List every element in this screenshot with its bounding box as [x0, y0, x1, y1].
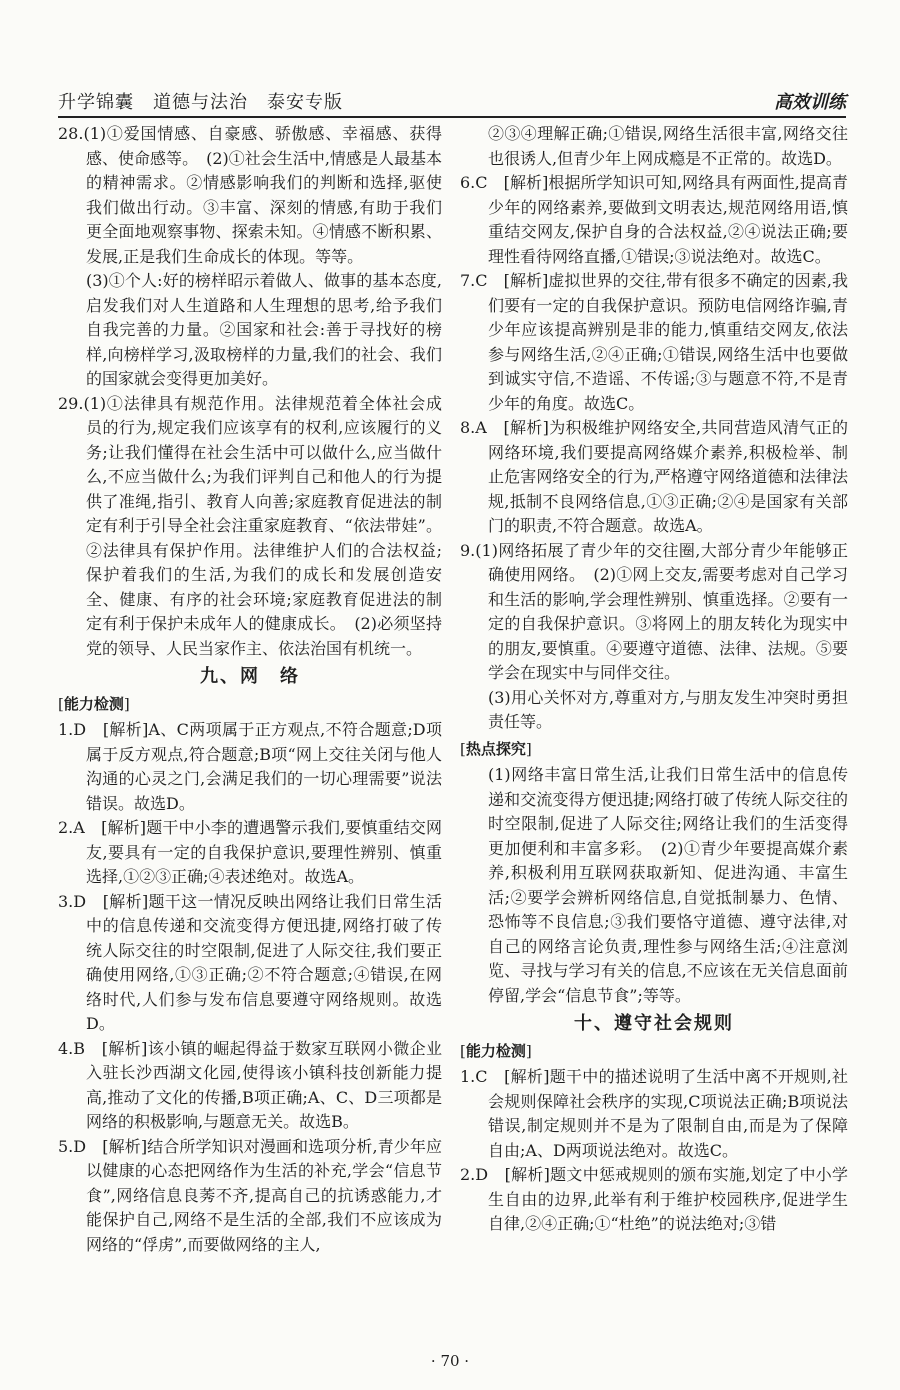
header-book-title: 升学锦囊 道德与法治 泰安专版 — [58, 92, 343, 113]
header-section-label: 高效训练 — [774, 92, 846, 113]
answer-5: 5.D [解析]结合所学知识对漫画和选项分析,青少年应以健康的心态把网络作为生活的补充,学会“信息节食”,网络信息良莠不齐,提高自己的抗诱惑能力,才能保护自己,网络不是生活的全部,我们不应该成为网络的“俘虏”,而要做网络的主人, — [58, 1136, 442, 1254]
answer-1: 1.D [解析]A、C两项属于正方观点,不符合题意;D项属于反方观点,符合题意;B项“网上交往关闭与他人沟通的心灵之门,会满足我们的一切心理需要”说法错误。故选D。 — [58, 720, 442, 813]
left-column — [58, 122, 442, 1257]
hot-topic-label: 热点探究 — [465, 739, 526, 758]
ability-label: 能力检测 — [63, 694, 124, 713]
answer-4: 4.B [解析]该小镇的崛起得益于数家互联网小微企业入驻长沙西湖文化园,使得该小镇科技创新能力提高,推动了文化的传播,B项正确;A、C、D三项都是网络的积极影响,与题意无关。故选B。 — [58, 1038, 442, 1131]
answer-29: 29.(1)①法律具有规范作用。法律规范着全体社会成员的行为,规定我们应该享有的权利,应该履行的义务;让我们懂得在社会生活中可以做什么,应当做什么,不应当做什么;为我们评判自己和他人的行为提供了准绳,指引、教育人向善;家庭教育促进法的制定有利于引导全社会注重家庭教育、“依法带娃”。②法律具有保护作用。法律维护人们的合法权益;保护着我们的生活,为我们的成长和发展创造安全、健康、有序的社会环境;家庭教育促进法的制定有利于保护未成年人的健康成长。 (2)必须坚持党的领导、人民当家作主、依法治国有机统一。 — [58, 393, 442, 658]
section-title-social-rules: 十、遵守社会规则 — [574, 1013, 734, 1034]
answer-3: 3.D [解析]题干这一情况反映出网络让我们日常生活中的信息传递和交流变得方便迅捷,网络打破了传统人际交往的时空限制,促进了人际交往,我们要正确使用网络,①③正确;②不符合题意;④错误,在网络时代,人们参与发布信息要遵守网络规则。故选D。 — [58, 891, 442, 1033]
answer-5-continued: ②③④理解正确;①错误,网络生活很丰富,网络交往也很诱人,但青少年上网成瘾是不正常的。故选D。 — [488, 124, 848, 168]
answer-28-part3: (3)①个人:好的榜样昭示着做人、做事的基本态度,启发我们对人生道路和人生理想的思考,给予我们自我完善的力量。②国家和社会:善于寻找好的榜样,向榜样学习,汲取榜样的力量,我们的社会、我们的国家就会变得更加美好。 — [86, 271, 442, 388]
answer-28-part1: 28.(1)①爱国情感、自豪感、骄傲感、幸福感、获得感、使命感等。 (2)①社会生活中,情感是人最基本的精神需求。②情感影响我们的判断和选择,驱使我们做出行动。③丰富、深刻的情感,有助于我们更全面地观察事物、探索未知。④情感不断积累、发展,正是我们生命成长的体现。等等。 — [58, 124, 442, 266]
right-column — [460, 122, 848, 1237]
rules-answer-2: 2.D [解析]题文中惩戒规则的颁布实施,划定了中小学生自由的边界,此举有利于维护校园秩序,促进学生自律,②④正确;①“杜绝”的说法绝对;③错 — [460, 1165, 848, 1233]
answer-6: 6.C [解析]根据所学知识可知,网络具有两面性,提高青少年的网络素养,要做到文明表达,规范网络用语,慎重结交网友,保护自身的合法权益,②④说法正确;要理性看待网络直播,①错误;③说法绝对。故选C。 — [460, 173, 848, 266]
page-header — [58, 86, 846, 118]
ability-label-2: 能力检测 — [465, 1041, 526, 1060]
answer-8: 8.A [解析]为积极维护网络安全,共同营造风清气正的网络环境,我们要提高网络媒介素养,积极检举、制止危害网络安全的行为,严格遵守网络道德和法律法规,抵制不良网络信息,①③正确;②④是国家有关部门的职责,不符合题意。故选A。 — [460, 418, 848, 535]
page-number: · 70 · — [430, 1352, 470, 1370]
subsection-ability-check-2: [能力检测] — [460, 1041, 532, 1060]
section-title-network: 九、网 络 — [200, 666, 300, 687]
hot-topic-answer: (1)网络丰富日常生活,让我们日常生活中的信息传递和交流变得方便迅捷;网络打破了传统人际交往的时空限制,促进了人际交往;网络让我们的生活变得更加便利和丰富多彩。 (2)①青少年要提高媒介素养,积极利用互联网获取新知、促进沟通、丰富生活;②要学会辨析网络信息,自觉抵制暴力、色情、恐怖等不良信息;③我们要恪守道德、遵守法律,对自己的网络言论负责,理性参与网络生活;④注意浏览、寻找与学习有关的信息,不应该在无关信息面前停留,学会“信息节食”;等等。 — [488, 765, 848, 1005]
answer-7: 7.C [解析]虚拟世界的交往,带有很多不确定的因素,我们要有一定的自我保护意识。预防电信网络诈骗,青少年应该提高辨别是非的能力,慎重结交网友,依法参与网络生活,②④正确;①错误,网络生活中也要做到诚实守信,不造谣、不传谣;③与题意不符,不是青少年的角度。故选C。 — [460, 271, 848, 413]
rules-answer-1: 1.C [解析]题干中的描述说明了生活中离不开规则,社会规则保障社会秩序的实现,C项说法正确;B项说法错误,制定规则并不是为了限制自由,而是为了保障自由;A、D两项说法绝对。故选C。 — [460, 1067, 848, 1160]
answer-9-part3: (3)用心关怀对方,尊重对方,与朋友发生冲突时勇担责任等。 — [488, 687, 848, 731]
answer-9: 9.(1)网络拓展了青少年的交往圈,大部分青少年能够正确使用网络。 (2)①网上交友,需要考虑对自己学习和生活的影响,学会理性辨别、慎重选择。②要有一定的自我保护意识。③将网上的朋友转化为现实中的朋友,要慎重。④要遵守道德、法律、法规。⑤要学会在现实中与同伴交往。 — [460, 540, 848, 682]
answer-2: 2.A [解析]题干中小李的遭遇警示我们,要慎重结交网友,要具有一定的自我保护意识,要理性辨别、慎重选择,①②③正确;④表述绝对。故选A。 — [58, 818, 442, 886]
subsection-ability-check: [能力检测] — [58, 694, 130, 713]
subsection-hot-topic: [热点探究] — [460, 739, 532, 758]
